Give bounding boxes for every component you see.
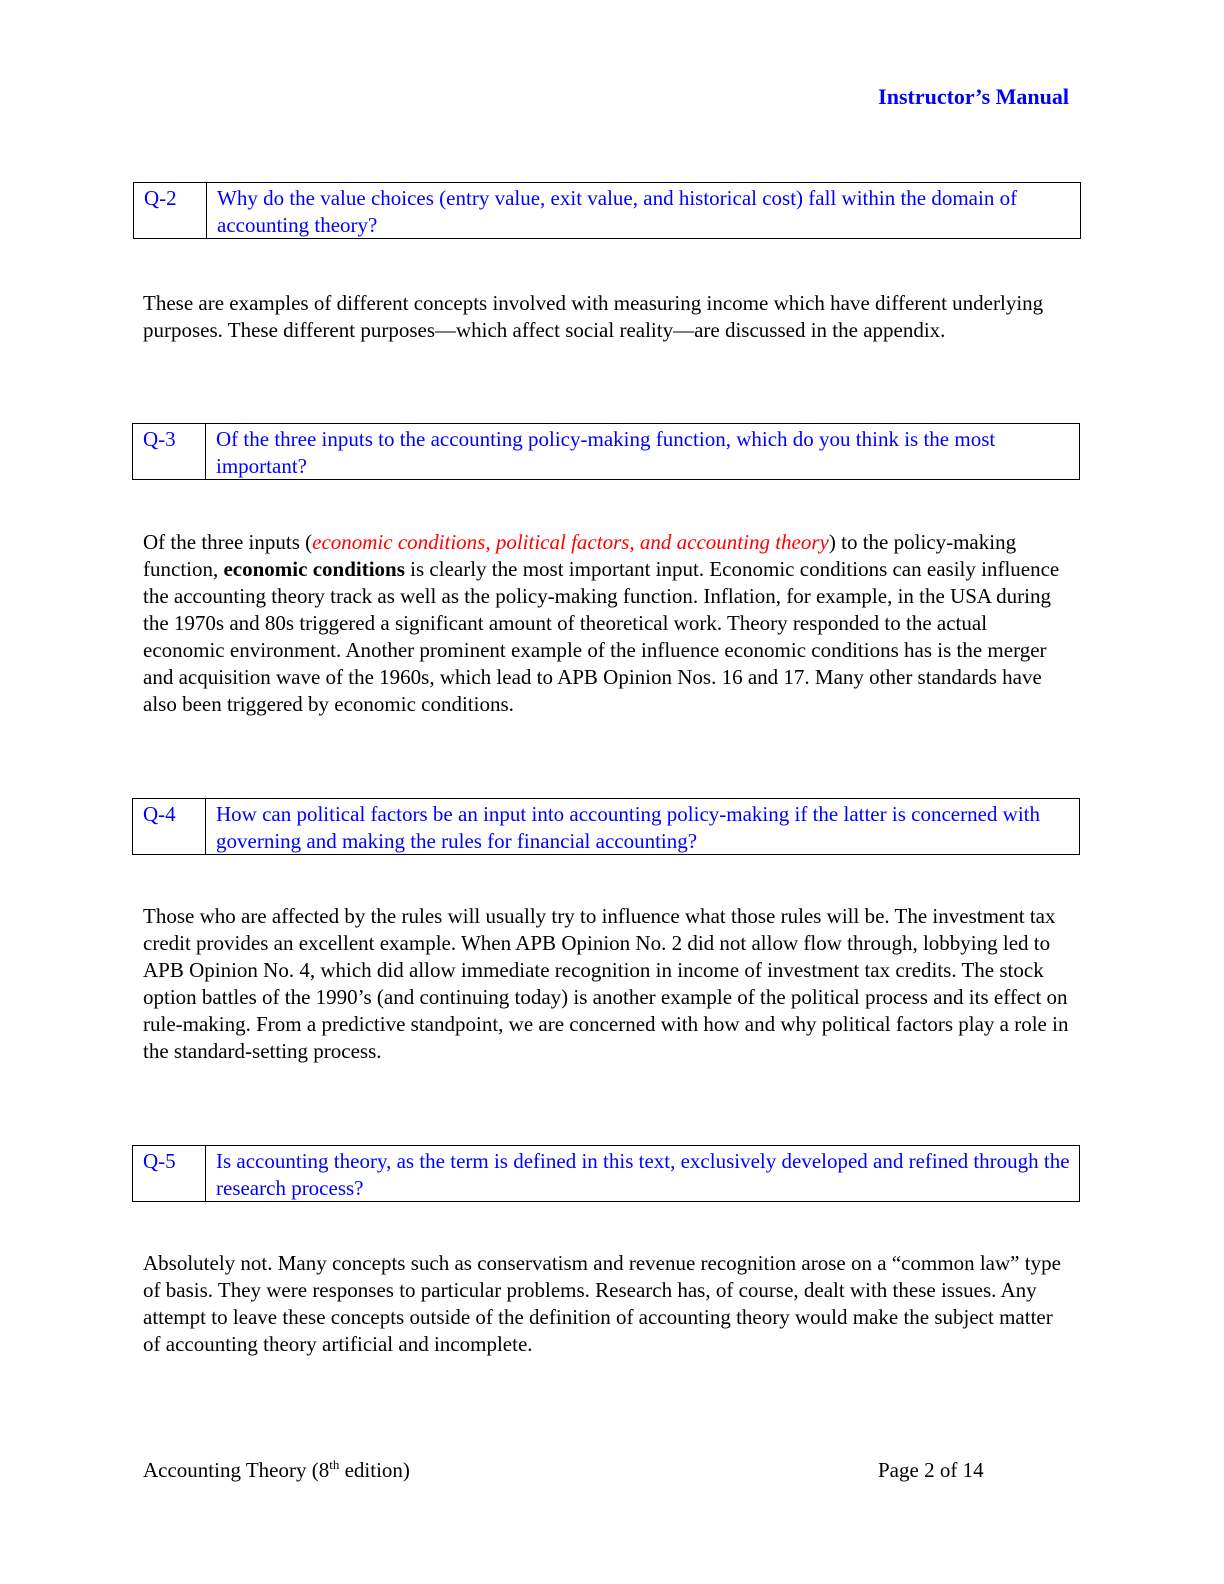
answer-text: is clearly the most important input. Economic conditions can easily influence the accounting theory track as well as the policy-making function. Inflation, for example, in the USA during the 1970s and 80s triggered a significant amount of theoretical work. Theory responded to the actual economic environment. Another prominent example of the influence economic conditions has is the merger and acquisition wave of the 1960s, which lead to APB Opinion Nos. 16 and 17. Many other standards have also been triggered by economic conditions. <box>143 557 1060 716</box>
question-text: How can political factors be an input into accounting policy-making if the latter is concerned with governing and making the rules for financial accounting? <box>216 802 1040 853</box>
answer-text: ) to the policy-making function, <box>143 530 1017 581</box>
question-number: Q-5 <box>133 1146 206 1201</box>
question-text: Why do the value choices (entry value, exit value, and historical cost) fall within the domain of accounting theory? <box>217 186 1018 237</box>
answer-q4: Those who are affected by the rules will usually try to influence what those rules will be. The investment tax credit provides an excellent example. When APB Opinion No. 2 did not allow flow through, lobbying led to APB Opinion No. 4, which did allow immediate recognition in income of investment tax credits. The stock option battles of the 1990’s (and continuing today) is another example of the political process and its effect on rule-making. From a predictive standpoint, we are concerned with how and why political factors play a role in the standard-setting process. <box>143 904 1069 1063</box>
question-text: Of the three inputs to the accounting policy-making function, which do you think is the most important? <box>216 427 996 478</box>
inputs-list-highlight: economic conditions, political factors, and accounting theory <box>312 530 829 554</box>
footer-title-text: edition) <box>339 1458 410 1482</box>
answer-q2: These are examples of different concepts involved with measuring income which have different underlying purposes. These different purposes—which affect social reality—are discussed in the appendix. <box>143 291 1044 342</box>
question-box-q2 <box>133 182 1081 239</box>
question-number: Q-3 <box>133 424 206 479</box>
answer-q5: Absolutely not. Many concepts such as conservatism and revenue recognition arose on a “common law” type of basis. They were responses to particular problems. Research has, of course, dealt with these issues. Any attempt to leave these concepts outside of the definition of accounting theory would make the subject matter of accounting theory artificial and incomplete. <box>143 1251 1061 1356</box>
question-number: Q-4 <box>133 799 206 854</box>
question-box-q3 <box>132 423 1080 480</box>
footer-title-text: Accounting Theory (8 <box>143 1458 330 1482</box>
footer-page-number: Page 2 of 14 <box>878 1458 984 1482</box>
bold-emphasis: economic conditions <box>223 557 405 581</box>
page-header-title: Instructor’s Manual <box>878 84 1069 109</box>
footer-book-title <box>143 1458 410 1483</box>
question-box-q5 <box>132 1145 1080 1202</box>
answer-text: Of the three inputs ( <box>143 530 313 554</box>
question-text: Is accounting theory, as the term is defined in this text, exclusively developed and refined through the research process? <box>216 1149 1070 1200</box>
answer-q3 <box>143 529 1073 718</box>
question-number: Q-2 <box>134 183 207 238</box>
question-box-q4 <box>132 798 1080 855</box>
footer-title-superscript: th <box>329 1457 340 1472</box>
